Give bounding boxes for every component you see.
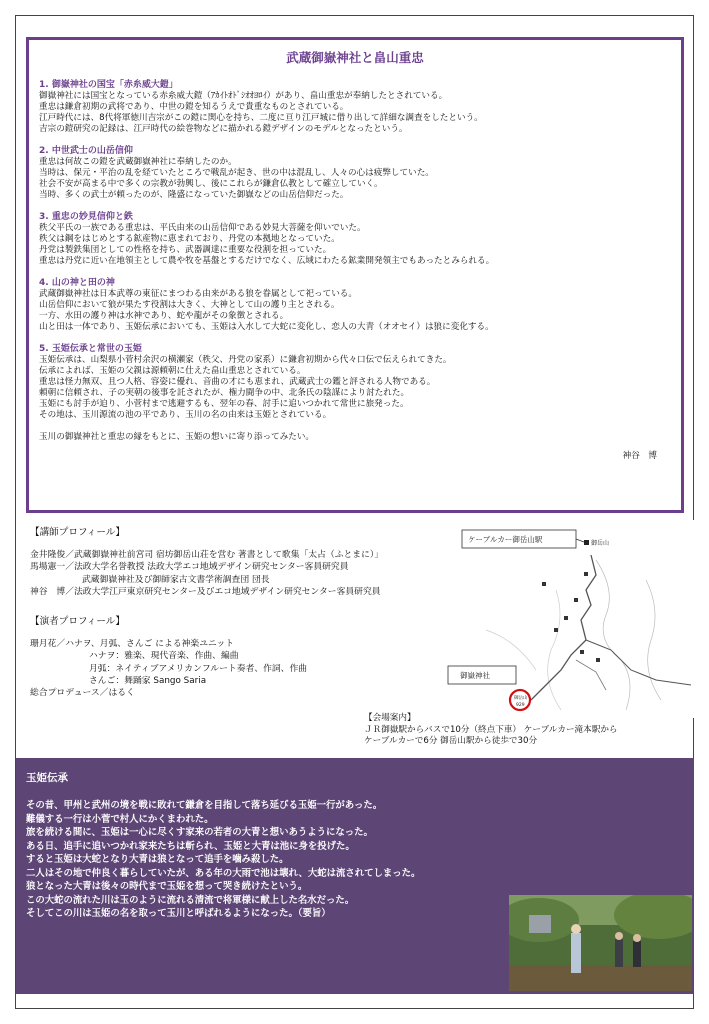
legend-line: ある日、追手に追いつかれ家来たちは斬られ、玉姫と大青は池に身を投げた。: [26, 840, 355, 852]
access-heading: 【会場案内】: [364, 713, 416, 723]
section-line: 社会不安が高まる中で多くの宗教が勃興し、後にこれらが鎌倉仏教として確立していく。: [39, 179, 383, 189]
essay-section-4: [39, 278, 671, 333]
essay-closing: 玉川の御嶽神社と重忠の縁をもとに、玉姫の想いに寄り添ってみたい。: [39, 432, 315, 442]
legend-line: 狼となった大青は後々の時代まで玉姫を想って哭き続けたという。: [26, 881, 308, 892]
section-heading: 3. 重忠の妙見信仰と鉄: [39, 212, 133, 222]
section-line: 秩父は鋼をはじめとする鉱産物に恵まれており、丹党の本拠地となっていた。: [39, 234, 340, 244]
performer-line: 月弧：ネイティブアメリカンフルート奏者、作詞、作曲: [89, 663, 308, 674]
access-line: ＪＲ御嶽駅からバスで10分（終点下車） ケーブルカー滝本駅から: [364, 724, 618, 735]
section-heading: 1. 御嶽神社の国宝「赤糸威大鎧」: [39, 80, 178, 90]
section-line: 武蔵御嶽神社は日本武尊の東征にまつわる由来がある狼を眷属として祀っている。: [39, 289, 357, 299]
legend-line: その昔、甲州と武州の境を戦に敗れて鎌倉を目指して落ち延びる玉姫一行があった。: [26, 800, 383, 811]
access-info: [364, 713, 618, 748]
access-line: ケーブルカーで6分 御岳山駅から徒歩で30分: [364, 736, 538, 747]
section-line: 重忠は鎌倉初期の武将であり、中世の鎧を知るうえで貴重なものとされている。: [39, 102, 349, 112]
legend-box: [16, 758, 694, 994]
essay-title: 武蔵御嶽神社と畠山重忠: [286, 50, 424, 65]
section-line: 重忠は丹党に近い在地領主として農や牧を基盤とするだけでなく、広域にわたる鉱業開発領主でもあったとみられる。: [39, 256, 495, 266]
access-map: [446, 520, 698, 718]
section-line: 丹党は製鉄集団としての性格を持ち、武器調達に重要な役割を担っていた。: [39, 245, 332, 255]
section-line: 重忠は何故この鎧を武蔵御嶽神社に奉納したのか。: [39, 157, 237, 167]
section-line: 玉姫伝承は、山梨県小菅村余沢の横瀬家（秩父、丹党の家系）に鎌倉初期から代々口伝で伝えられてきた。: [39, 355, 452, 365]
cable-label: ケーブルカー御岳山駅: [468, 535, 543, 544]
lecturer-line: 金井隆俊／武蔵御嶽神社前宮司 宿坊御岳山荘を営む 著書として歌集「太占（ふとまに）」: [30, 550, 384, 561]
section-heading: 4. 山の神と田の神: [39, 278, 115, 288]
legend-line: この大蛇の流れた川は玉のように流れる清流で将軍様に献上した名水だった。: [26, 894, 355, 906]
profiles: [30, 527, 383, 699]
section-line: 御嶽神社には国宝となっている赤糸威大鎧（ｱｶｲﾄｵﾄﾞｼｵｵﾖﾛｲ）があり、畠山重忠が奉納したとされている。: [39, 91, 448, 101]
performance-photo: [509, 895, 692, 991]
cable-station-icon: [584, 540, 589, 545]
section-line: 山岳信仰において狼が果たす役割は大きく、大神として山の護り主とされる。: [39, 300, 340, 310]
section-line: 伝承によれば、玉姫の父親は源頼朝に仕えた畠山重忠とされている。: [39, 366, 306, 376]
legend-line: すると玉姫は大蛇となり大青は狼となって追手を噛み殺した。: [26, 854, 289, 865]
performer-line: さんご：舞踊家 Sango Saria: [89, 675, 207, 686]
lecturer-line: 武蔵御嶽神社及び御師家古文書学術調査団 団長: [82, 574, 270, 585]
section-line: 当時、多くの武士が頼ったのが、隆盛になっていた御嶽などの山岳信仰だった。: [39, 190, 349, 200]
section-heading: 5. 玉姫伝承と常世の玉姫: [39, 344, 142, 354]
performer-line: ハナヲ：雅楽、現代音楽、作曲、編曲: [89, 651, 239, 662]
section-line: 山と田は一体であり、玉姫伝承においても、玉姫は入水して大蛇に変化し、恋人の大青（オオセイ）は狼に変化する。: [39, 322, 494, 332]
essay-signature: 神谷 博: [622, 451, 657, 461]
section-line: その地は、玉川源流の池の平であり、玉川の名の由来は玉姫とされている。: [39, 410, 332, 420]
section-line: 秩父平氏の一族である重忠は、平氏由来の山岳信仰である妙見大菩薩を仰いでいた。: [39, 223, 366, 233]
peak-label: 御岳山: [514, 696, 528, 701]
essay-section-2: [39, 146, 671, 201]
lecturer-line: 神谷 博／法政大学江戸東京研究センター及びエコ地域デザイン研究センター客員研究員: [30, 586, 381, 597]
lecturer-heading: 【講師プロフィール】: [30, 527, 125, 538]
legend-line: 難儀する一行は小菅で村人にかくまわれた。: [26, 813, 214, 825]
performer-line: 珊月花／ハナヲ、月弧、さんご による神楽ユニット: [30, 639, 235, 650]
essay-section-1: [39, 80, 671, 135]
essay-section-3: [39, 212, 671, 267]
section-line: 頼朝に信頼され、子の実朝の後事を託されたが、権力闘争の中、北条氏の陰謀により討たれた。: [39, 388, 410, 398]
section-line: 江戸時代には、8代将軍徳川吉宗がこの鎧に関心を持ち、二度に亘り江戸城に借り出して詳細な調査をしたという。: [39, 113, 483, 123]
shrine-label: 御嶽神社: [460, 671, 490, 680]
section-line: 重忠は怪力無双、且つ人格、容姿に優れ、音曲の才にも恵まれ、武蔵武士の鑑と評される人物である。: [39, 377, 436, 387]
section-line: 吉宗の鎧研究の記録は、江戸時代の絵巻物などに描かれる鎧デザインのモデルとなったという。: [39, 124, 408, 134]
performer-line: 総合プロデュース／はるく: [30, 688, 135, 699]
section-heading: 2. 中世武士の山岳信仰: [39, 146, 133, 156]
section-line: 一方、水田の護り神は水神であり、蛇や龍がその象徴とされる。: [39, 311, 289, 321]
legend-line: 二人はその地で仲良く暮らしていたが、ある年の大雨で池は壊れ、大蛇は流されてしまった。: [26, 867, 421, 879]
small-station-label: 御岳山: [591, 540, 610, 547]
legend-line: 旅を続ける間に、玉姫は一心に尽くす家来の若者の大青と想いあうようになった。: [26, 827, 373, 838]
legend-title: 玉姫伝承: [26, 772, 68, 784]
legend-line: そしてこの川は玉姫の名を取って玉川と呼ばれるようになった。（要旨）: [26, 908, 331, 919]
section-line: 当時は、保元・平治の乱を経ていたところで戦乱が起き、世の中は混乱し、人々の心は疲弊していた。: [39, 168, 434, 178]
essay-section-5: [39, 344, 671, 421]
essay-box: [26, 37, 684, 513]
peak-height: 929: [516, 703, 525, 708]
lecturer-line: 馬場憲一／法政大学名誉教授 法政大学エコ地域デザイン研究センター客員研究員: [30, 562, 349, 573]
performer-heading: 【演者プロフィール】: [30, 616, 125, 628]
section-line: 玉姫にも討手が迫り、小菅村まで逃避するも、翌年の春、討手に追いつかれて常世に旅発った。: [39, 399, 409, 409]
